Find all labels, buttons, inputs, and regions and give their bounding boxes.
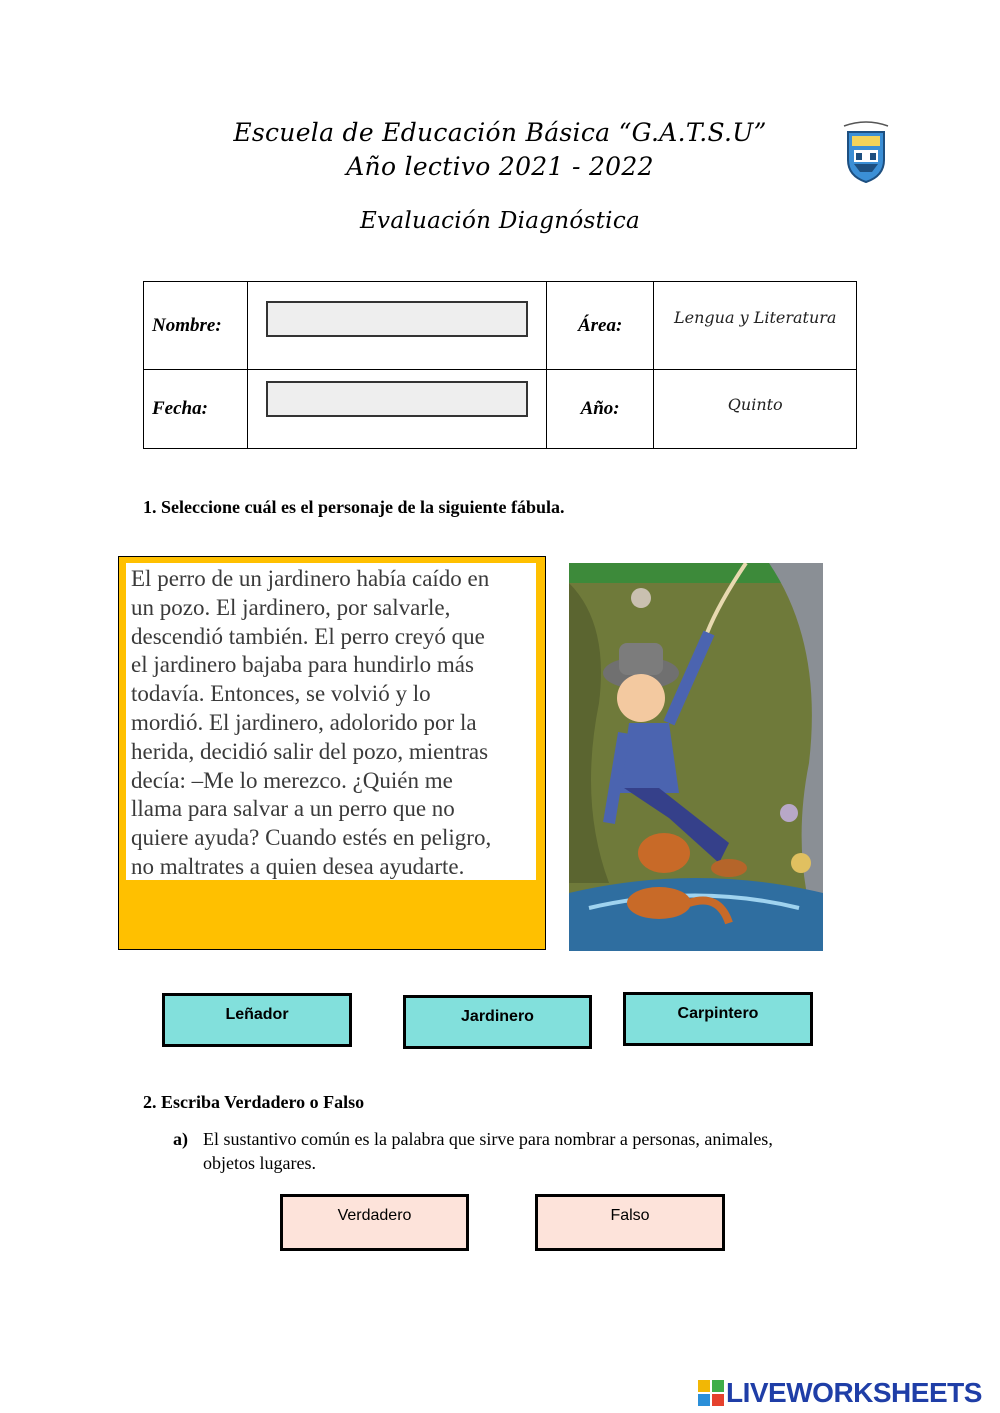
fable-line: El perro de un jardinero había caído en [131, 566, 490, 591]
grade-label: Año: [546, 370, 654, 449]
option-jardinero-button[interactable]: Jardinero [403, 995, 592, 1049]
option-lenador-button[interactable]: Leñador [162, 993, 352, 1047]
fable-line: todavía. Entonces, se volvió y lo [131, 681, 431, 707]
name-input[interactable] [266, 301, 528, 337]
fable-line: el jardinero bajaba para hundirlo más [131, 652, 474, 678]
fable-line: no maltrates a quien desea ayudarte. [131, 853, 465, 879]
fable-illustration [569, 563, 823, 951]
statement-line: El sustantivo común es la palabra que sirve para nombrar a personas, animales, [203, 1129, 773, 1149]
school-crest-logo [836, 120, 896, 186]
statement-line: objetos lugares. [203, 1153, 316, 1173]
page-title: Evaluación Diagnóstica [359, 208, 641, 234]
name-label: Nombre: [144, 282, 248, 370]
fable-line: llama para salvar a un perro que no [131, 796, 455, 822]
liveworksheets-logo [698, 1378, 982, 1408]
student-info-table [143, 281, 857, 449]
fable-line: quiere ayuda? Cuando estés en peligro, [131, 825, 492, 851]
question-1-prompt: 1. Seleccione cuál es el personaje de la siguiente fábula. [143, 497, 565, 517]
fable-line: decía: –Me lo merezco. ¿Quién me [131, 767, 453, 793]
option-carpintero-button[interactable]: Carpintero [623, 992, 813, 1046]
liveworksheets-icon [698, 1380, 724, 1406]
area-label: Área: [546, 282, 654, 370]
area-value: Lengua y Literatura [654, 282, 857, 370]
grade-value: Quinto [654, 370, 857, 449]
verdadero-button[interactable]: Verdadero [280, 1194, 469, 1251]
fable-line: descendió también. El perro creyó que [131, 623, 485, 649]
falso-button[interactable]: Falso [535, 1194, 725, 1251]
date-label: Fecha: [144, 370, 248, 449]
statement-text [203, 1127, 893, 1175]
question-2-prompt: 2. Escriba Verdadero o Falso [143, 1092, 365, 1112]
school-year: Año lectivo 2021 - 2022 [346, 152, 654, 181]
brand-text: LIVEWORKSHEETS [726, 1377, 982, 1408]
fable-text [126, 563, 536, 880]
item-letter: a) [173, 1129, 188, 1149]
date-input[interactable] [266, 381, 528, 417]
school-name: Escuela de Educación Básica “G.A.T.S.U” [233, 118, 767, 147]
fable-line: herida, decidió salir del pozo, mientras [131, 738, 489, 764]
fable-line: mordió. El jardinero, adolorido por la [131, 709, 477, 735]
fable-line: un pozo. El jardinero, por salvarle, [131, 594, 451, 620]
